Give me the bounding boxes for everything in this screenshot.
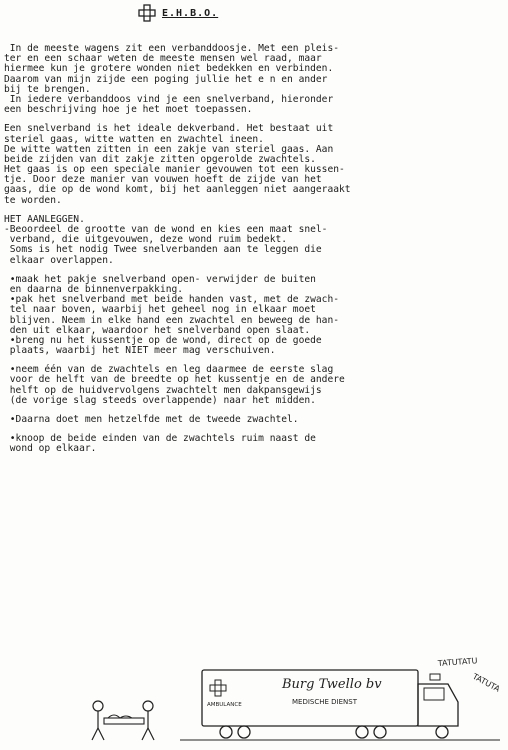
text-line: plaats, waarbij het NIET meer mag verschuiven. bbox=[4, 345, 276, 357]
siren-sound-text-2: TATUTA bbox=[471, 671, 502, 694]
truck-side-label: AMBULANCE bbox=[207, 702, 242, 708]
text-line: voor de helft van de breedte op het kussentje en de andere bbox=[4, 374, 345, 386]
paragraph bbox=[4, 415, 504, 425]
text-line: •breng nu het kussentje op de wond, direct op de goede bbox=[4, 334, 322, 346]
body-text bbox=[4, 44, 504, 464]
text-line: een beschrijving hoe je het moet toepassen. bbox=[4, 104, 253, 116]
text-line: Het gaas is op een speciale manier gevouwen tot een kussen- bbox=[4, 164, 345, 176]
paragraph bbox=[4, 275, 504, 357]
text-line: verband, die uitgevouwen, deze wond ruim bedekt. bbox=[4, 234, 288, 246]
paragraph bbox=[4, 365, 504, 406]
text-line: hiermee kun je grotere wonden niet bedekken en verbinden. bbox=[4, 63, 334, 75]
truck-company-name: Burg Twello bv bbox=[282, 677, 382, 692]
text-line: Een snelverband is het ideale dekverband. Het bestaat uit bbox=[4, 123, 334, 135]
text-line: wond op elkaar. bbox=[4, 443, 97, 455]
text-line: Soms is het nodig Twee snelverbanden aan te leggen die bbox=[4, 244, 322, 256]
paragraph bbox=[4, 44, 504, 115]
siren-sound-text: TATUTATU bbox=[437, 656, 478, 668]
text-line: •Daarna doet men hetzelfde met de tweede zwachtel. bbox=[4, 414, 299, 425]
text-line: gaas, die op de wond komt, bij het aanleggen niet aangeraakt bbox=[4, 184, 351, 196]
text-line: •maak het pakje snelverband open- verwijder de buiten bbox=[4, 273, 316, 285]
text-line: •neem één van de zwachtels en leg daarmee de eerste slag bbox=[4, 364, 334, 376]
text-line: HET AANLEGGEN. bbox=[4, 213, 85, 225]
text-line: den uit elkaar, waardoor het snelverband open slaat. bbox=[4, 324, 311, 336]
text-line: In iedere verbanddoos vind je een snelverband, hieronder bbox=[4, 93, 334, 105]
text-line: helft op de huidvervolgens zwachtelt men dakpansgewijs bbox=[4, 384, 322, 396]
text-line: •knoop de beide einden van de zwachtels ruim naast de bbox=[4, 433, 316, 445]
text-line: In de meeste wagens zit een verbanddoosje. Met een pleis- bbox=[4, 43, 340, 54]
text-line: elkaar overlappen. bbox=[4, 254, 114, 266]
text-line: blijven. Neem in elke hand een zwachtel en beweeg de han- bbox=[4, 314, 340, 326]
text-line: De witte watten zitten in een zakje van steriel gaas. Aan bbox=[4, 143, 334, 155]
text-line: tel naar boven, waarbij het geheel nog in elkaar moet bbox=[4, 304, 316, 316]
text-line: beide zijden van dit zakje zitten opgerolde zwachtels. bbox=[4, 153, 316, 165]
truck-department-text: MEDISCHE DIENST bbox=[292, 698, 357, 706]
text-line: (de vorige slag steeds overlappende) naar het midden. bbox=[4, 394, 316, 406]
paragraph bbox=[4, 434, 504, 454]
stretcher-bearers-drawing bbox=[92, 701, 154, 740]
page-title: E.H.B.O. bbox=[162, 7, 219, 19]
text-line: bij te brengen. bbox=[4, 83, 91, 95]
text-line: en daarna de binnenverpakking. bbox=[4, 283, 184, 295]
ambulance-cartoon bbox=[0, 640, 508, 750]
text-line: te worden. bbox=[4, 194, 62, 206]
paragraph bbox=[4, 215, 504, 266]
text-line: steriel gaas, witte watten en zwachtel ineen. bbox=[4, 133, 264, 145]
text-line: •pak het snelverband met beide handen vast, met de zwach- bbox=[4, 294, 340, 306]
header bbox=[138, 4, 218, 22]
text-line: tje. Door deze manier van vouwen hoeft de zijde van het bbox=[4, 174, 322, 186]
truck-cross-icon bbox=[210, 680, 226, 696]
first-aid-cross-icon bbox=[138, 4, 156, 22]
text-line: Daarom van mijn zijde een poging jullie het e n en ander bbox=[4, 73, 328, 85]
text-line: ter en een schaar weten de meeste mensen wel raad, maar bbox=[4, 53, 322, 65]
text-line: -Beoordeel de grootte van de wond en kies een maat snel- bbox=[4, 224, 328, 235]
paragraph bbox=[4, 124, 504, 206]
